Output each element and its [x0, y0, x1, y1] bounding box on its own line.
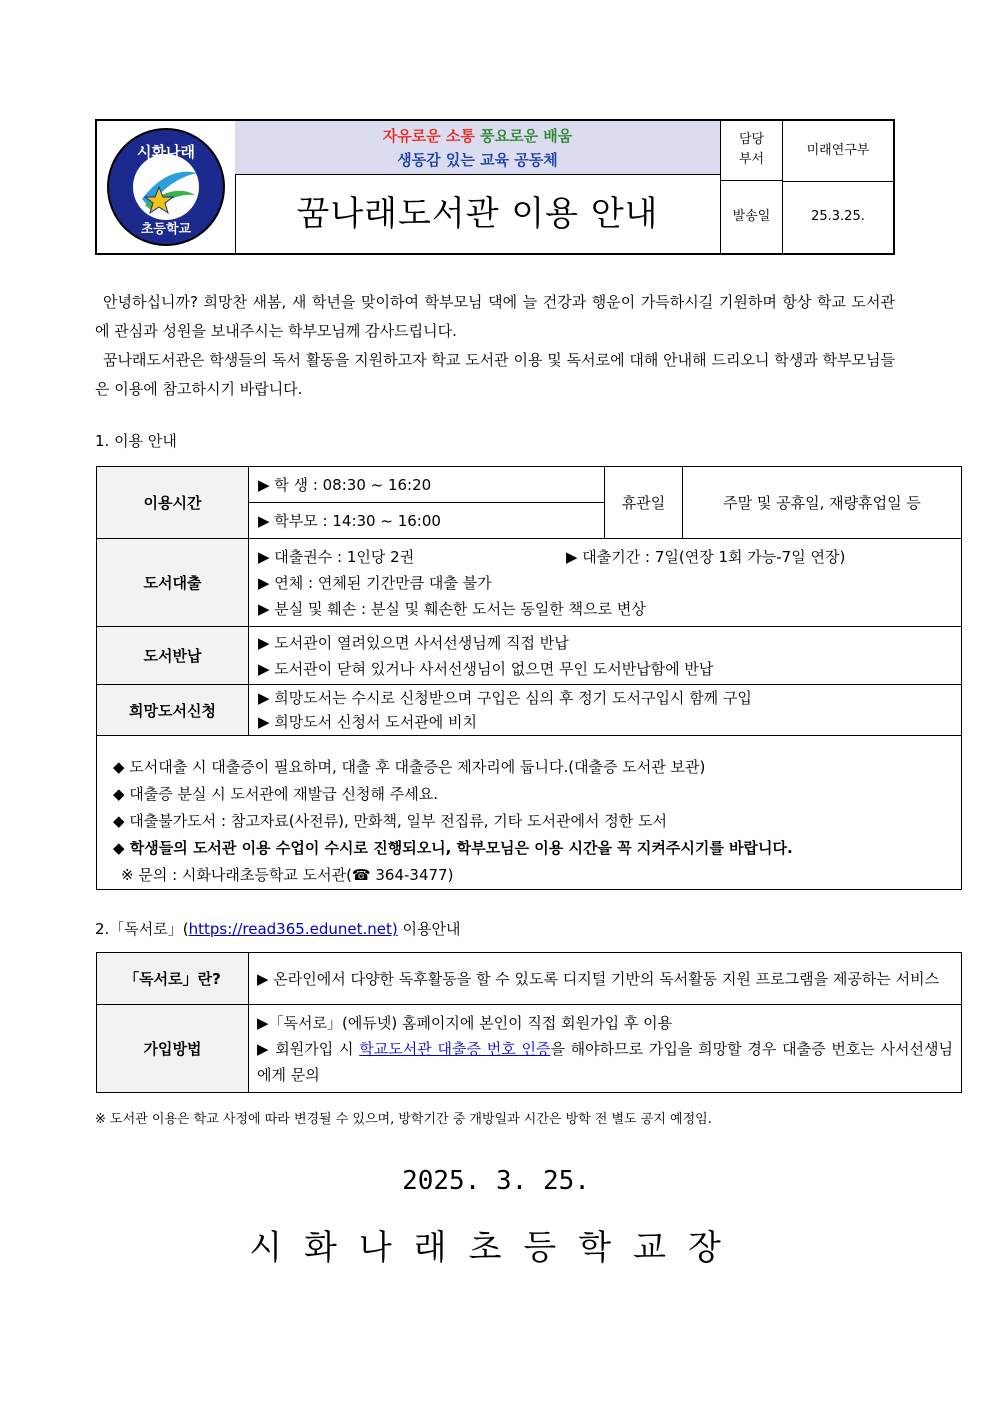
- slogan-part-1: 자유로운 소통: [382, 127, 475, 145]
- request-details: ▶ 희망도서는 수시로 신청받으며 구입은 심의 후 정기 도서구입시 함께 구입 ▶ 희망도서 신청서 도서관에 비치: [249, 685, 962, 736]
- closed-value: 주말 및 공휴일, 재량휴업일 등: [683, 467, 962, 539]
- dept-label: 담당 부서: [721, 121, 783, 181]
- closed-label: 휴관일: [605, 467, 683, 539]
- join-step-2: ▶ 회원가입 시 학교도서관 대출증 번호 인증을 해야하므로 가입을 희망할 경우 대출증 번호는 사서선생님에게 문의: [257, 1039, 954, 1084]
- note-bold: ◆ 학생들의 도서관 이용 수업이 수시로 진행되오니, 학부모님은 이용 시간을 꼭 지켜주시기를 바랍니다.: [113, 839, 793, 857]
- what-value: ▶ 온라인에서 다양한 독후활동을 할 수 있도록 디지털 기반의 독서활동 지원 프로그램을 제공하는 서비스: [249, 953, 962, 1005]
- document-header: [95, 119, 895, 255]
- note-2: ◆ 대출증 분실 시 도서관에 재발급 신청해 주세요.: [113, 785, 438, 803]
- loan-details: [249, 539, 962, 627]
- intro-paragraph-1: 안녕하십니까? 희망찬 새봄, 새 학년을 맞이하여 학부모님 댁에 늘 건강과 행운이 가득하시길 기원하며 항상 학교 도서관에 관심과 성원을 보내주시는 학부모님께 감사드립니다.: [95, 293, 895, 340]
- slogan-line-2: 생동감 있는 교육 공동체: [397, 151, 558, 169]
- join-step-1: ▶「독서로」(에듀넷) 홈페이지에 본인이 직접 회원가입 후 이용: [257, 1013, 673, 1032]
- request-label: 희망도서신청: [97, 685, 249, 736]
- page-title: 꿈나래도서관 이용 안내: [235, 175, 721, 253]
- loan-label: 도서대출: [97, 539, 249, 627]
- date-value: 25.3.25.: [811, 209, 865, 224]
- what-label: 「독서로」란?: [97, 953, 249, 1005]
- section-1-heading: 1. 이용 안내: [95, 432, 177, 450]
- footnote: ※ 도서관 이용은 학교 사정에 따라 변경될 수 있으며, 방학기간 중 개방일과 시간은 방학 전 별도 공지 예정임.: [95, 1112, 712, 1127]
- reading-platform-table: [96, 952, 962, 1093]
- loan-count: ▶ 대출권수 : 1인당 2권: [258, 547, 415, 566]
- card-auth-link[interactable]: 학교도서관 대출증 번호 인증: [359, 1039, 551, 1058]
- date-label: 발송일: [721, 181, 783, 253]
- loan-period: ▶ 대출기간 : 7일(연장 1회 가능-7일 연장): [566, 547, 846, 566]
- hours-parent: ▶ 학부모 : 14:30 ~ 16:00: [249, 503, 605, 539]
- usage-table: [96, 466, 962, 890]
- slogan: [235, 121, 721, 175]
- hours-label: 이용시간: [97, 467, 249, 539]
- read365-link[interactable]: https://read365.edunet.net): [188, 920, 398, 938]
- dept-value: 미래연구부: [783, 121, 893, 182]
- loan-overdue: ▶ 연체 : 연체된 기간만큼 대출 불가: [258, 573, 492, 592]
- notes-box: [97, 736, 962, 890]
- hours-student: ▶ 학 생 : 08:30 ~ 16:20: [249, 467, 605, 503]
- school-logo: [97, 121, 235, 253]
- note-1: ◆ 도서대출 시 대출증이 필요하며, 대출 후 대출증은 제자리에 둡니다.(대출증 도서관 보관): [113, 758, 706, 776]
- intro-paragraph-2: 꿈나래도서관은 학생들의 독서 활동을 지원하고자 학교 도서관 이용 및 독서로에 대해 안내해 드리오니 학생과 학부모님들은 이용에 참고하시기 바랍니다.: [95, 351, 895, 398]
- loan-loss: ▶ 분실 및 훼손 : 분실 및 훼손한 도서는 동일한 책으로 변상: [258, 599, 646, 618]
- school-logo-cell: [97, 121, 236, 253]
- slogan-part-2: 풍요로운 배움: [480, 127, 573, 145]
- note-3: ◆ 대출불가도서 : 참고자료(사전류), 만화책, 일부 전집류, 기타 도서관에서 정한 도서: [113, 812, 667, 830]
- section-2-heading: 2.「독서로」(https://read365.edunet.net) 이용안내: [95, 920, 461, 938]
- return-label: 도서반납: [97, 627, 249, 685]
- join-label: 가입방법: [97, 1005, 249, 1093]
- contact-info: ※ 문의 : 시화나래초등학교 도서관(☎ 364-3477): [121, 866, 454, 884]
- return-details: ▶ 도서관이 열려있으면 사서선생님께 직접 반납 ▶ 도서관이 닫혀 있거나 사서선생님이 없으면 무인 도서반납함에 반납: [249, 627, 962, 685]
- logo-text-bottom: 초등학교: [140, 222, 192, 237]
- issue-date: 2025. 3. 25.: [402, 1166, 590, 1196]
- join-details: [249, 1005, 962, 1093]
- document-meta: [721, 121, 893, 253]
- principal-signature: 시화나래초등학교장: [249, 1228, 743, 1268]
- logo-text-top: 시화나래: [137, 143, 195, 161]
